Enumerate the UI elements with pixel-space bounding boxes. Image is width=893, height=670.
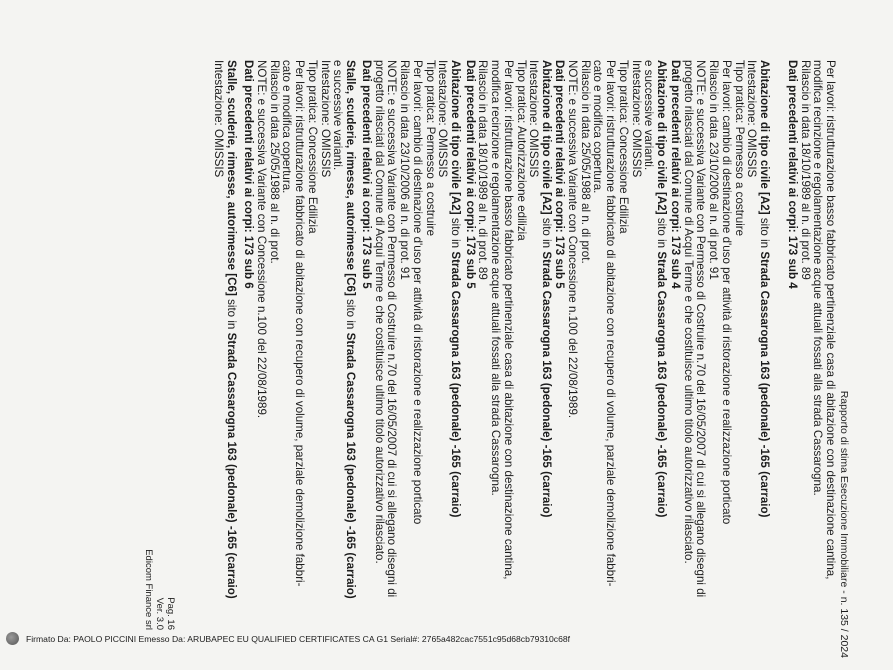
text-line: Tipo pratica: Concessione Edilizia <box>616 60 630 234</box>
text-line: modifica recinzione e regolamentazione acque attuali fossati alla strada Cassarogna. <box>489 60 503 496</box>
text-line: Per lavori: ristrutturazione fabbricato di abitazione con recupero di volume, parziale demolizione fabbri- <box>604 60 618 587</box>
text-line: Intestazione: OMISSIS <box>212 60 226 178</box>
dati-line: Dati precedenti relativi ai corpi: 173 sub 5 <box>360 60 374 289</box>
entry-address: Strada Cassarogna 163 (pedonale) -165 (carraio) <box>225 332 238 599</box>
text-line: Rilascio in data 25/05/1988 al n. di prot. <box>578 60 592 264</box>
rotated-document-page <box>16 60 856 660</box>
entry-title <box>448 60 461 597</box>
text-line: Rilascio in data 25/05/1988 al n. di prot. <box>267 60 281 264</box>
entry-sito: sito in <box>344 295 357 333</box>
text-line: Tipo pratica: Autorizzazione edilizia <box>514 60 528 241</box>
dati-line: Dati precedenti relativi ai corpi: 173 sub 5 <box>553 60 567 289</box>
text-line: Per lavori: ristrutturazione basso fabbricato pertinenziale casa di abitazione con destinazione cantina, <box>501 60 515 580</box>
entry-sito: sito in <box>449 214 462 252</box>
text-line: Intestazione: OMISSIS <box>527 60 541 178</box>
entry-block <box>668 60 770 597</box>
entry-address: Strada Cassarogna 163 (pedonale) -165 (carraio) <box>449 251 462 518</box>
text-line: cato e modifica copertura. <box>280 60 294 194</box>
entry-address: Strada Cassarogna 163 (pedonale) -165 (carraio) <box>655 251 668 518</box>
text-line: Intestazione: OMISSIS <box>318 60 332 178</box>
entry-type: Abitazione di tipo civile [A2] <box>449 60 462 215</box>
entry-sito: sito in <box>540 214 553 252</box>
digital-signature-bar <box>0 631 893 647</box>
text-line: progetto rilasciati dal Comune di Acqui Terme e che costituisce ultimo titolo autorizzativo rilasciato. <box>372 60 386 564</box>
report-header: Rapporto di stima Esecuzione Immobiliare - n. 135 / 2024 <box>838 390 850 658</box>
entry-address: Strada Cassarogna 163 (pedonale) -165 (carraio) <box>540 251 553 518</box>
entry-type: Abitazione di tipo civile [A2] <box>655 60 668 215</box>
entry-address: Strada Cassarogna 163 (pedonale) -165 (carraio) <box>344 332 357 599</box>
text-line: Rilascio in data 18/10/1989 al n. di prot. 89 <box>798 60 812 280</box>
entry-type: Abitazione di tipo civile [A2] <box>758 60 771 215</box>
entry-sito: sito in <box>758 214 771 252</box>
signature-text: Firmato Da: PAOLO PICCINI Emesso Da: ARUBAPEC EU QUALIFIED CERTIFICATES CA G1 Serial#: 2765a482cac7551c95d68cb79310c68f <box>26 634 571 644</box>
entry-type: Stalle, scuderie, rimesse, autorimesse [C6] <box>344 60 357 296</box>
entry-title <box>757 60 770 597</box>
text-line: NOTE: e successiva Variante con Concessione n.100 del 22/08/1989. <box>566 60 580 419</box>
signature-seal-icon <box>6 632 19 645</box>
text-line: Tipo pratica: Permesso a costruire <box>732 60 746 237</box>
software-name: Edicom Finance srl <box>143 549 154 630</box>
text-line: NOTE: e successiva Variante con Concessione n.100 del 22/08/1989. <box>255 60 269 419</box>
dati-line: Dati precedenti relativi ai corpi: 173 sub 5 <box>463 60 477 289</box>
entry-sito: sito in <box>225 295 238 333</box>
entry-block <box>359 60 461 597</box>
text-line: Rilascio in data 23/10/2006 al n. di prot. 91 <box>707 60 721 280</box>
entry-address: Strada Cassarogna 163 (pedonale) -165 (carraio) <box>758 251 771 518</box>
entry-title <box>343 60 356 599</box>
text-line: Rilascio in data 23/10/2006 al n. di prot. 91 <box>398 60 412 280</box>
text-line: e successive varianti. <box>331 60 345 171</box>
text-line: Tipo pratica: Concessione Edilizia <box>305 60 319 234</box>
text-line: Tipo pratica: Permesso a costruire <box>423 60 437 237</box>
text-line: Rilascio in data 18/10/1989 al n. di prot. 89 <box>476 60 490 280</box>
entry-sito: sito in <box>655 214 668 252</box>
text-line: NOTE: e successiva Variante con Permesso di Costruire n.70 del 16/05/2007 di cui si allegano disegni di <box>694 60 708 598</box>
entry-title <box>539 60 552 579</box>
dati-line: Dati precedenti relativi ai corpi: 173 sub 4 <box>785 60 799 289</box>
text-line: Intestazione: OMISSIS <box>436 60 450 178</box>
text-line: Per lavori: cambio di destinazione d'uso per attività di ristorazione e realizzazione porticato <box>719 60 733 525</box>
text-line: modifica recinzione e regolamentazione acque attuali fossati alla strada Cassarogna. <box>811 60 825 496</box>
entry-type: Abitazione di tipo civile [A2] <box>540 60 553 215</box>
text-line: progetto rilasciati dal Comune di Acqui Terme e che costituisce ultimo titolo autorizzativo rilasciato. <box>681 60 695 564</box>
text-line: e successive varianti. <box>642 60 656 171</box>
text-line: Intestazione: OMISSIS <box>629 60 643 178</box>
version: Ver. 3.0 <box>154 597 165 630</box>
entry-block <box>553 60 667 587</box>
text-line: NOTE: e successiva Variante con Permesso di Costruire n.70 del 16/05/2007 di cui si allegano disegni di <box>385 60 399 598</box>
entry-block <box>242 60 356 599</box>
dati-line: Dati precedenti relativi ai corpi: 173 sub 6 <box>242 60 256 289</box>
top-block <box>785 60 836 579</box>
entry-block <box>212 60 237 599</box>
page-number: Pag. 16 <box>165 597 176 630</box>
entry-block <box>463 60 552 579</box>
page-footer <box>143 549 176 630</box>
text-line: Per lavori: ristrutturazione fabbricato di abitazione con recupero di volume, parziale demolizione fabbri- <box>293 60 307 587</box>
entry-title <box>224 60 237 599</box>
text-line: Per lavori: ristrutturazione basso fabbricato pertinenziale casa di abitazione con destinazione cantina, <box>824 60 837 580</box>
text-line: cato e modifica copertura. <box>591 60 605 194</box>
dati-line: Dati precedenti relativi ai corpi: 173 sub 4 <box>669 60 683 289</box>
text-line: Intestazione: OMISSIS <box>745 60 759 178</box>
text-line: Per lavori: cambio di destinazione d'uso per attività di ristorazione e realizzazione porticato <box>410 60 424 525</box>
entry-type: Stalle, scuderie, rimesse, autorimesse [C6] <box>225 60 238 296</box>
entry-title <box>654 60 667 587</box>
